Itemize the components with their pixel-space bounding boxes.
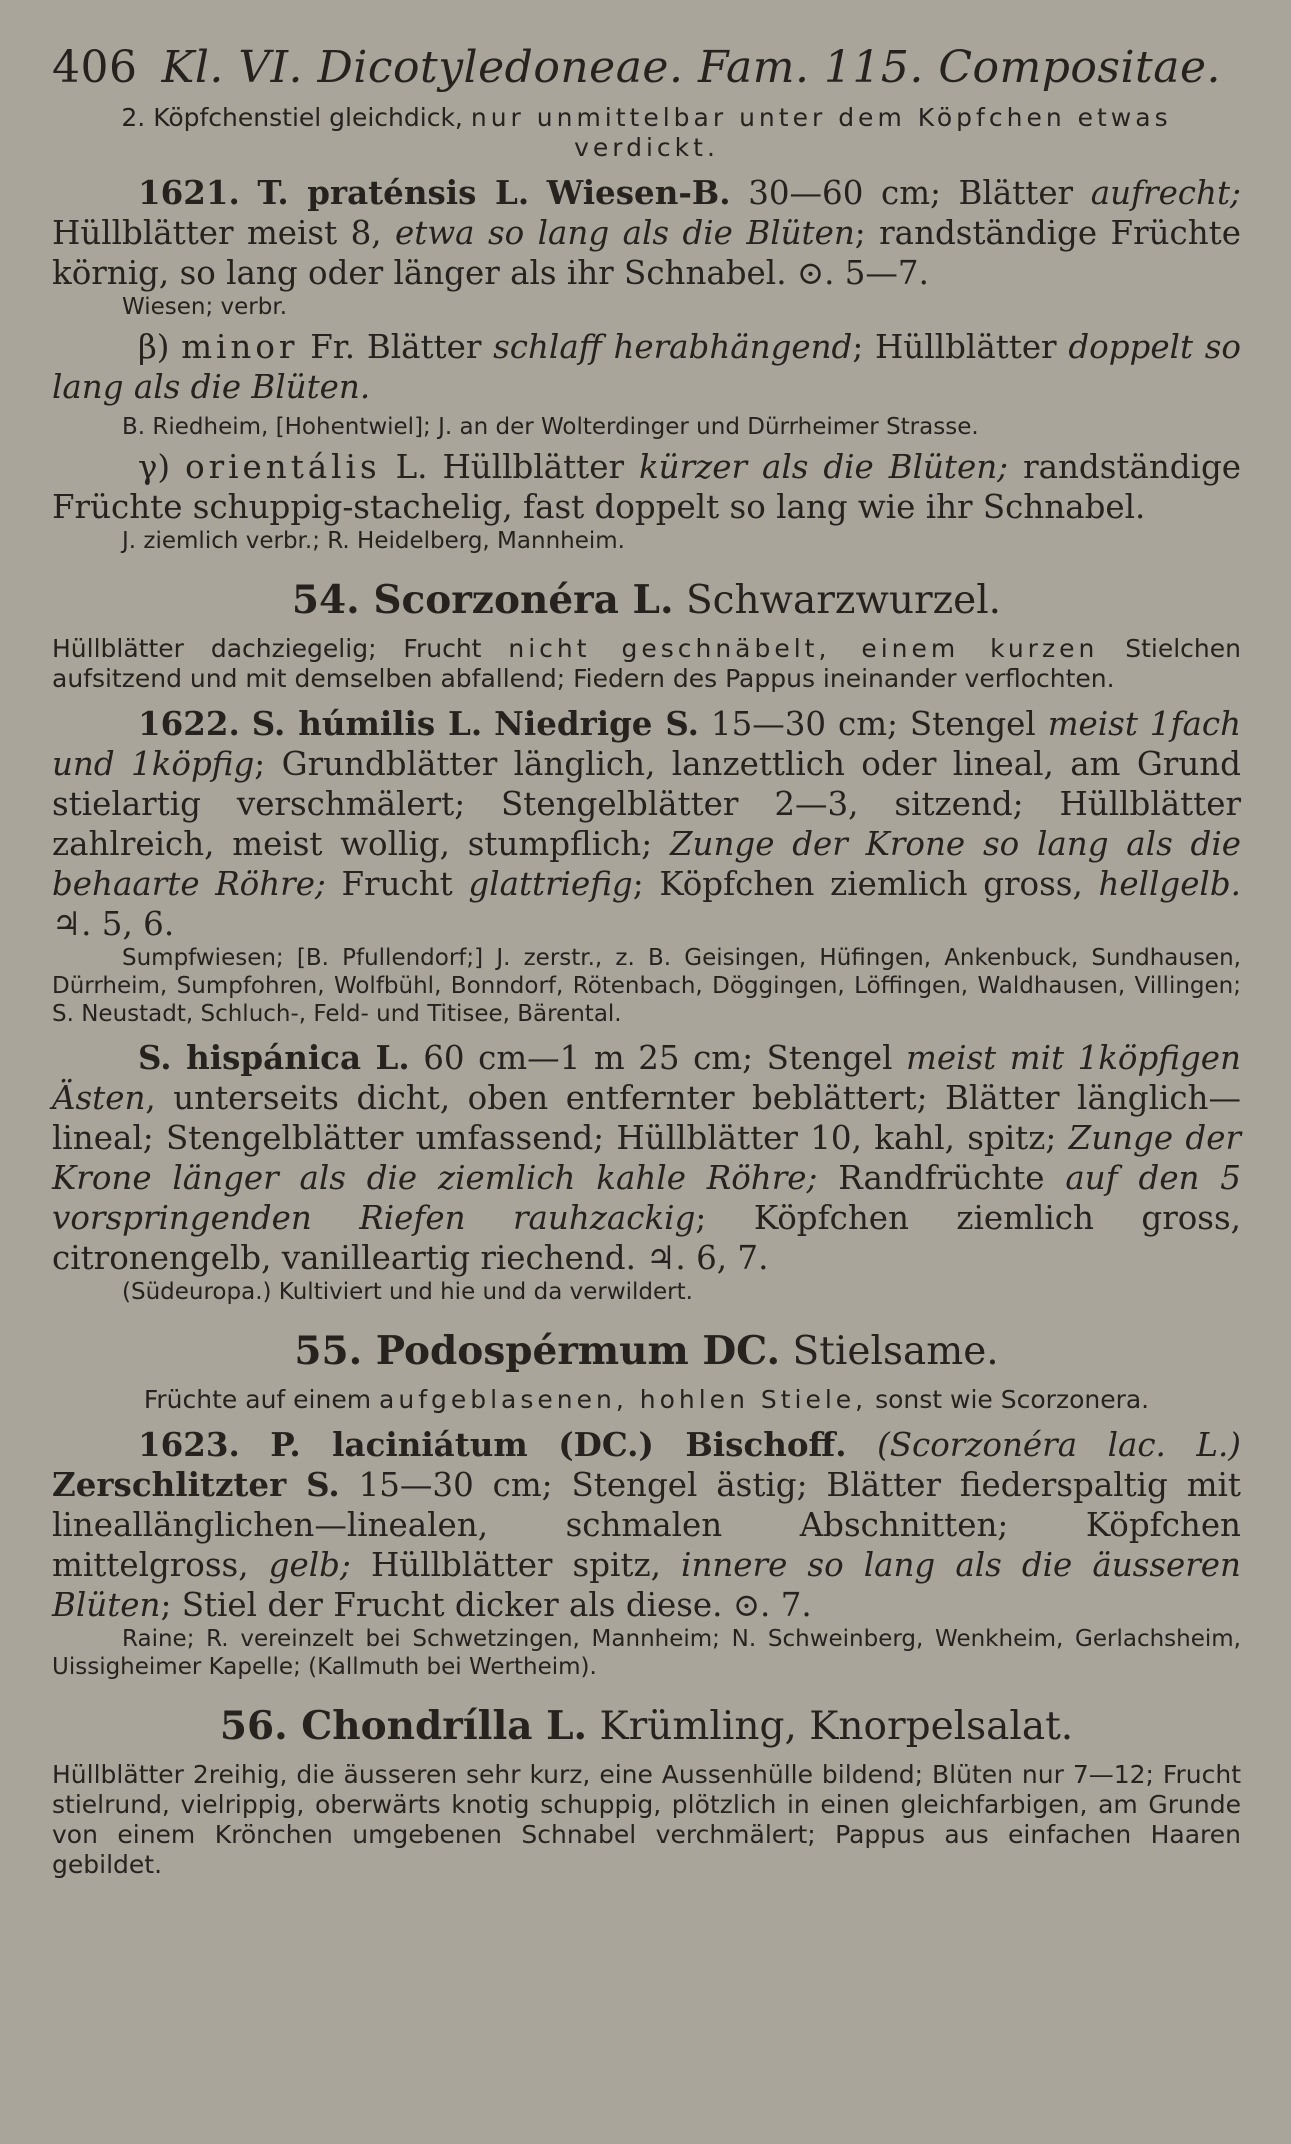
- species-1623: 1623. P. laciniátum (DC.) Bischoff. (Scorzonéra lac. L.) Zerschlitzter S. 15—30 cm; Stengel ästig; Blätter fiederspaltig mit lineallänglichen—linealen, schmalen Abschnitten; Köpfchen mittelgross, gelb; Hüllblätter spitz, innere so lang als die äusseren Blüten; Stiel der Frucht dicker als diese. ⊙. 7.: [52, 1425, 1241, 1624]
- species-number: 1622.: [138, 704, 240, 743]
- species-name: P. laciniátum: [270, 1425, 528, 1464]
- page-number: 406: [52, 42, 138, 93]
- species-hispanica-locality: (Südeuropa.) Kultiviert und hie und da verwildert.: [122, 1279, 693, 1305]
- running-title: Kl. VI. Dicotyledoneae. Fam. 115. Compositae.: [161, 42, 1221, 93]
- species-number: 1623.: [138, 1425, 240, 1464]
- species-author: (DC.) Bischoff.: [558, 1425, 847, 1464]
- genus-heading-56: 56. Chondrílla L. Krümling, Knorpelsalat.: [219, 1703, 1074, 1749]
- variety-minor-locality: B. Riedheim, [Hohentwiel]; J. an der Wolterdinger und Dürrheimer Strasse.: [122, 414, 979, 440]
- species-1622-locality: Sumpfwiesen; [B. Pfullendorf;] J. zerstr., z. B. Geisingen, Hüfingen, Ankenbuck, Sundhausen, Dürrheim, Sumpfohren, Wolfbühl, Bonndorf, Rötenbach, Döggingen, Löffingen, Waldhausen, Villingen; S. Neustadt, Schluch-, Feld- und Titisee, Bärental.: [52, 945, 1241, 1027]
- common-name: Wiesen-B.: [546, 173, 731, 212]
- key-intro: 2. Köpfchenstiel gleichdick, nur unmittelbar unter dem Köpfchen etwas verdickt.: [121, 103, 1172, 162]
- species-1621: 1621. T. praténsis L. Wiesen-B. 30—60 cm; Blätter aufrecht; Hüllblätter meist 8, etwa so lang als die Blüten; randständige Früchte körnig, so lang oder länger als ihr Schnabel. ⊙. 5—7.: [52, 173, 1241, 292]
- genus-55-description: Früchte auf einem aufgeblasenen, hohlen Stiele, sonst wie Scorzonera.: [143, 1385, 1150, 1414]
- variety-orientalis-locality: J. ziemlich verbr.; R. Heidelberg, Mannheim.: [122, 528, 625, 554]
- genus-54-description: Hüllblätter dachziegelig; Frucht nicht geschnäbelt, einem kurzen Stielchen aufsitzend und mit demselben abfallend; Fiedern des Pappus ineinander verflochten.: [52, 634, 1241, 693]
- variety-orientalis: γ) orientális L. Hüllblätter kürzer als die Blüten; randständige Früchte schuppig-stachelig, fast doppelt so lang wie ihr Schnabel.: [52, 448, 1241, 526]
- species-1623-locality: Raine; R. vereinzelt bei Schwetzingen, Mannheim; N. Schweinberg, Wenkheim, Gerlachsheim, Uissigheimer Kapelle; (Kallmuth bei Wertheim).: [52, 1626, 1241, 1680]
- species-name: S. húmilis L.: [251, 704, 483, 743]
- species-1622: 1622. S. húmilis L. Niedrige S. 15—30 cm; Stengel meist 1fach und 1köpfig; Grundblätter länglich, lanzettlich oder lineal, am Grund stielartig verschmälert; Stengelblätter 2—3, sitzend; Hüllblätter zahlreich, meist wollig, stumpflich; Zunge der Krone so lang als die behaarte Röhre; Frucht glattriefig; Köpfchen ziemlich gross, hellgelb. ♃. 5, 6.: [52, 704, 1241, 943]
- genus-heading-54: 54. Scorzonéra L. Schwarzwurzel.: [291, 577, 1002, 623]
- variety-minor: β) minor Fr. Blätter schlaff herabhängend; Hüllblätter doppelt so lang als die Blüten.: [52, 328, 1241, 406]
- common-name: Niedrige S.: [494, 704, 699, 743]
- species-name: T. praténsis L.: [257, 173, 530, 212]
- running-header: [52, 42, 1241, 93]
- genus-heading-55: 55. Podospérmum DC. Stielsame.: [294, 1328, 999, 1374]
- species-1621-locality: Wiesen; verbr.: [122, 294, 288, 320]
- genus-56-description: Hüllblätter 2reihig, die äusseren sehr kurz, eine Aussenhülle bildend; Blüten nur 7—12; Frucht stielrund, vielrippig, oberwärts knotig schuppig, plötzlich in einen gleichfarbigen, am Grunde von einem Krönchen umgebenen Schnabel verchmälert; Pappus aus einfachen Haaren gebildet.: [52, 1760, 1241, 1879]
- species-number: 1621.: [138, 173, 240, 212]
- common-name: Zerschlitzter S.: [52, 1465, 340, 1504]
- species-name: S. hispánica L.: [138, 1038, 410, 1077]
- species-hispanica: S. hispánica L. 60 cm—1 m 25 cm; Stengel meist mit 1köpfigen Ästen, unterseits dicht, oben entfernter beblättert; Blätter länglich—lineal; Stengelblätter umfassend; Hüllblätter 10, kahl, spitz; Zunge der Krone länger als die ziemlich kahle Röhre; Randfrüchte auf den 5 vorspringenden Riefen rauhzackig; Köpfchen ziemlich gross, citronengelb, vanilleartig riechend. ♃. 6, 7.: [52, 1038, 1241, 1277]
- synonym: (Scorzonéra lac. L.): [877, 1426, 1241, 1464]
